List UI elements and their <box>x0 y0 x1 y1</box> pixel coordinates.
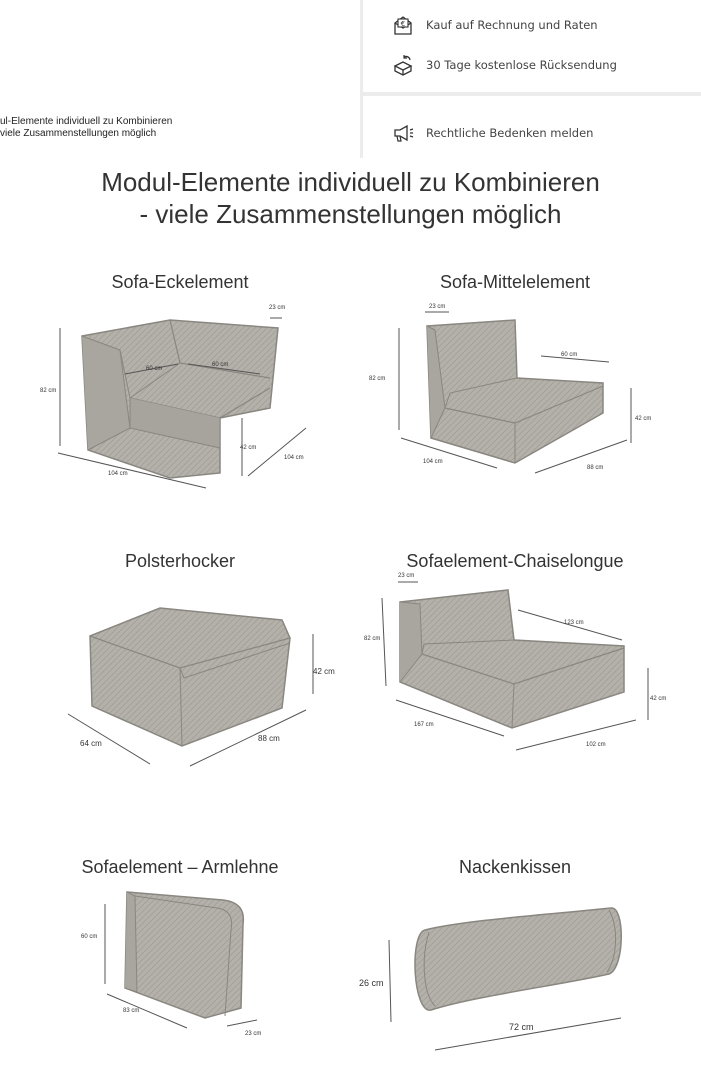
middle-sofa-illustration <box>365 298 665 483</box>
return-box-icon <box>392 54 414 76</box>
dim-chaise-102: 102 cm <box>586 742 606 748</box>
dim-corner-23: 23 cm <box>269 305 286 311</box>
dim-corner-104a: 104 cm <box>108 471 128 477</box>
dim-armrest-23: 23 cm <box>245 1031 262 1037</box>
ottoman-illustration <box>60 598 350 778</box>
product-title-middle: Sofa-Mittelelement <box>439 272 591 292</box>
product-title-chaise: Sofaelement-Chaiselongue <box>406 551 624 571</box>
feature-returns-label: 30 Tage kostenlose Rücksendung <box>426 58 617 72</box>
armrest-illustration <box>75 880 295 1045</box>
dim-corner-42: 42 cm <box>240 445 257 451</box>
dim-chaise-167: 167 cm <box>414 722 434 728</box>
dim-middle-23: 23 cm <box>429 304 446 310</box>
dim-corner-60b: 60 cm <box>212 362 229 368</box>
report-concern-link[interactable] <box>392 122 593 144</box>
dim-chaise-82: 82 cm <box>364 636 381 642</box>
report-concern-label[interactable]: Rechtliche Bedenken melden <box>426 126 594 140</box>
dim-middle-82: 82 cm <box>369 376 386 382</box>
dim-chaise-23: 23 cm <box>398 573 415 579</box>
left-caption-line2: viele Zusammenstellungen möglich <box>0 128 157 139</box>
vertical-divider <box>360 0 363 158</box>
feature-invoice <box>392 14 598 36</box>
dim-ottoman-64: 64 cm <box>80 739 102 748</box>
dim-corner-60a: 60 cm <box>146 366 163 372</box>
product-title-ottoman: Polsterhocker <box>124 551 236 571</box>
left-caption-line1: ul-Elemente individuell zu Kombinieren <box>0 116 173 127</box>
chaise-lounge-illustration <box>362 568 672 768</box>
page-title <box>0 166 701 230</box>
invoice-euro-icon <box>392 14 414 36</box>
dim-chaise-42: 42 cm <box>650 696 667 702</box>
svg-text:€: € <box>400 20 406 28</box>
dim-middle-60: 60 cm <box>561 352 578 358</box>
dim-middle-42: 42 cm <box>635 416 652 422</box>
dim-middle-88: 88 cm <box>587 465 604 471</box>
dim-ottoman-42: 42 cm <box>313 667 335 676</box>
feature-invoice-label: Kauf auf Rechnung und Raten <box>426 18 598 32</box>
headline-line2: - viele Zusammenstellungen möglich <box>139 199 562 229</box>
dim-chaise-123: 123 cm <box>564 620 584 626</box>
megaphone-icon <box>392 122 414 144</box>
neck-pillow-illustration <box>355 898 645 1063</box>
dim-pillow-72: 72 cm <box>509 1022 534 1032</box>
feature-returns <box>392 54 617 76</box>
dim-middle-104: 104 cm <box>423 459 443 465</box>
dim-ottoman-88: 88 cm <box>258 734 280 743</box>
product-title-corner: Sofa-Eckelement <box>111 272 249 292</box>
dim-pillow-26: 26 cm <box>359 978 384 988</box>
dim-armrest-83: 83 cm <box>123 1008 140 1014</box>
dim-corner-82: 82 cm <box>40 388 57 394</box>
top-section <box>0 0 701 158</box>
product-title-armrest: Sofaelement – Armlehne <box>81 857 279 877</box>
horizontal-divider <box>363 92 701 96</box>
product-title-neck-pillow: Nackenkissen <box>458 857 572 877</box>
headline-line1: Modul-Elemente individuell zu Kombinieren <box>101 167 600 197</box>
corner-sofa-illustration <box>30 298 330 498</box>
dim-armrest-60: 60 cm <box>81 934 98 940</box>
dim-corner-104b: 104 cm <box>284 455 304 461</box>
left-image-caption <box>0 116 172 140</box>
